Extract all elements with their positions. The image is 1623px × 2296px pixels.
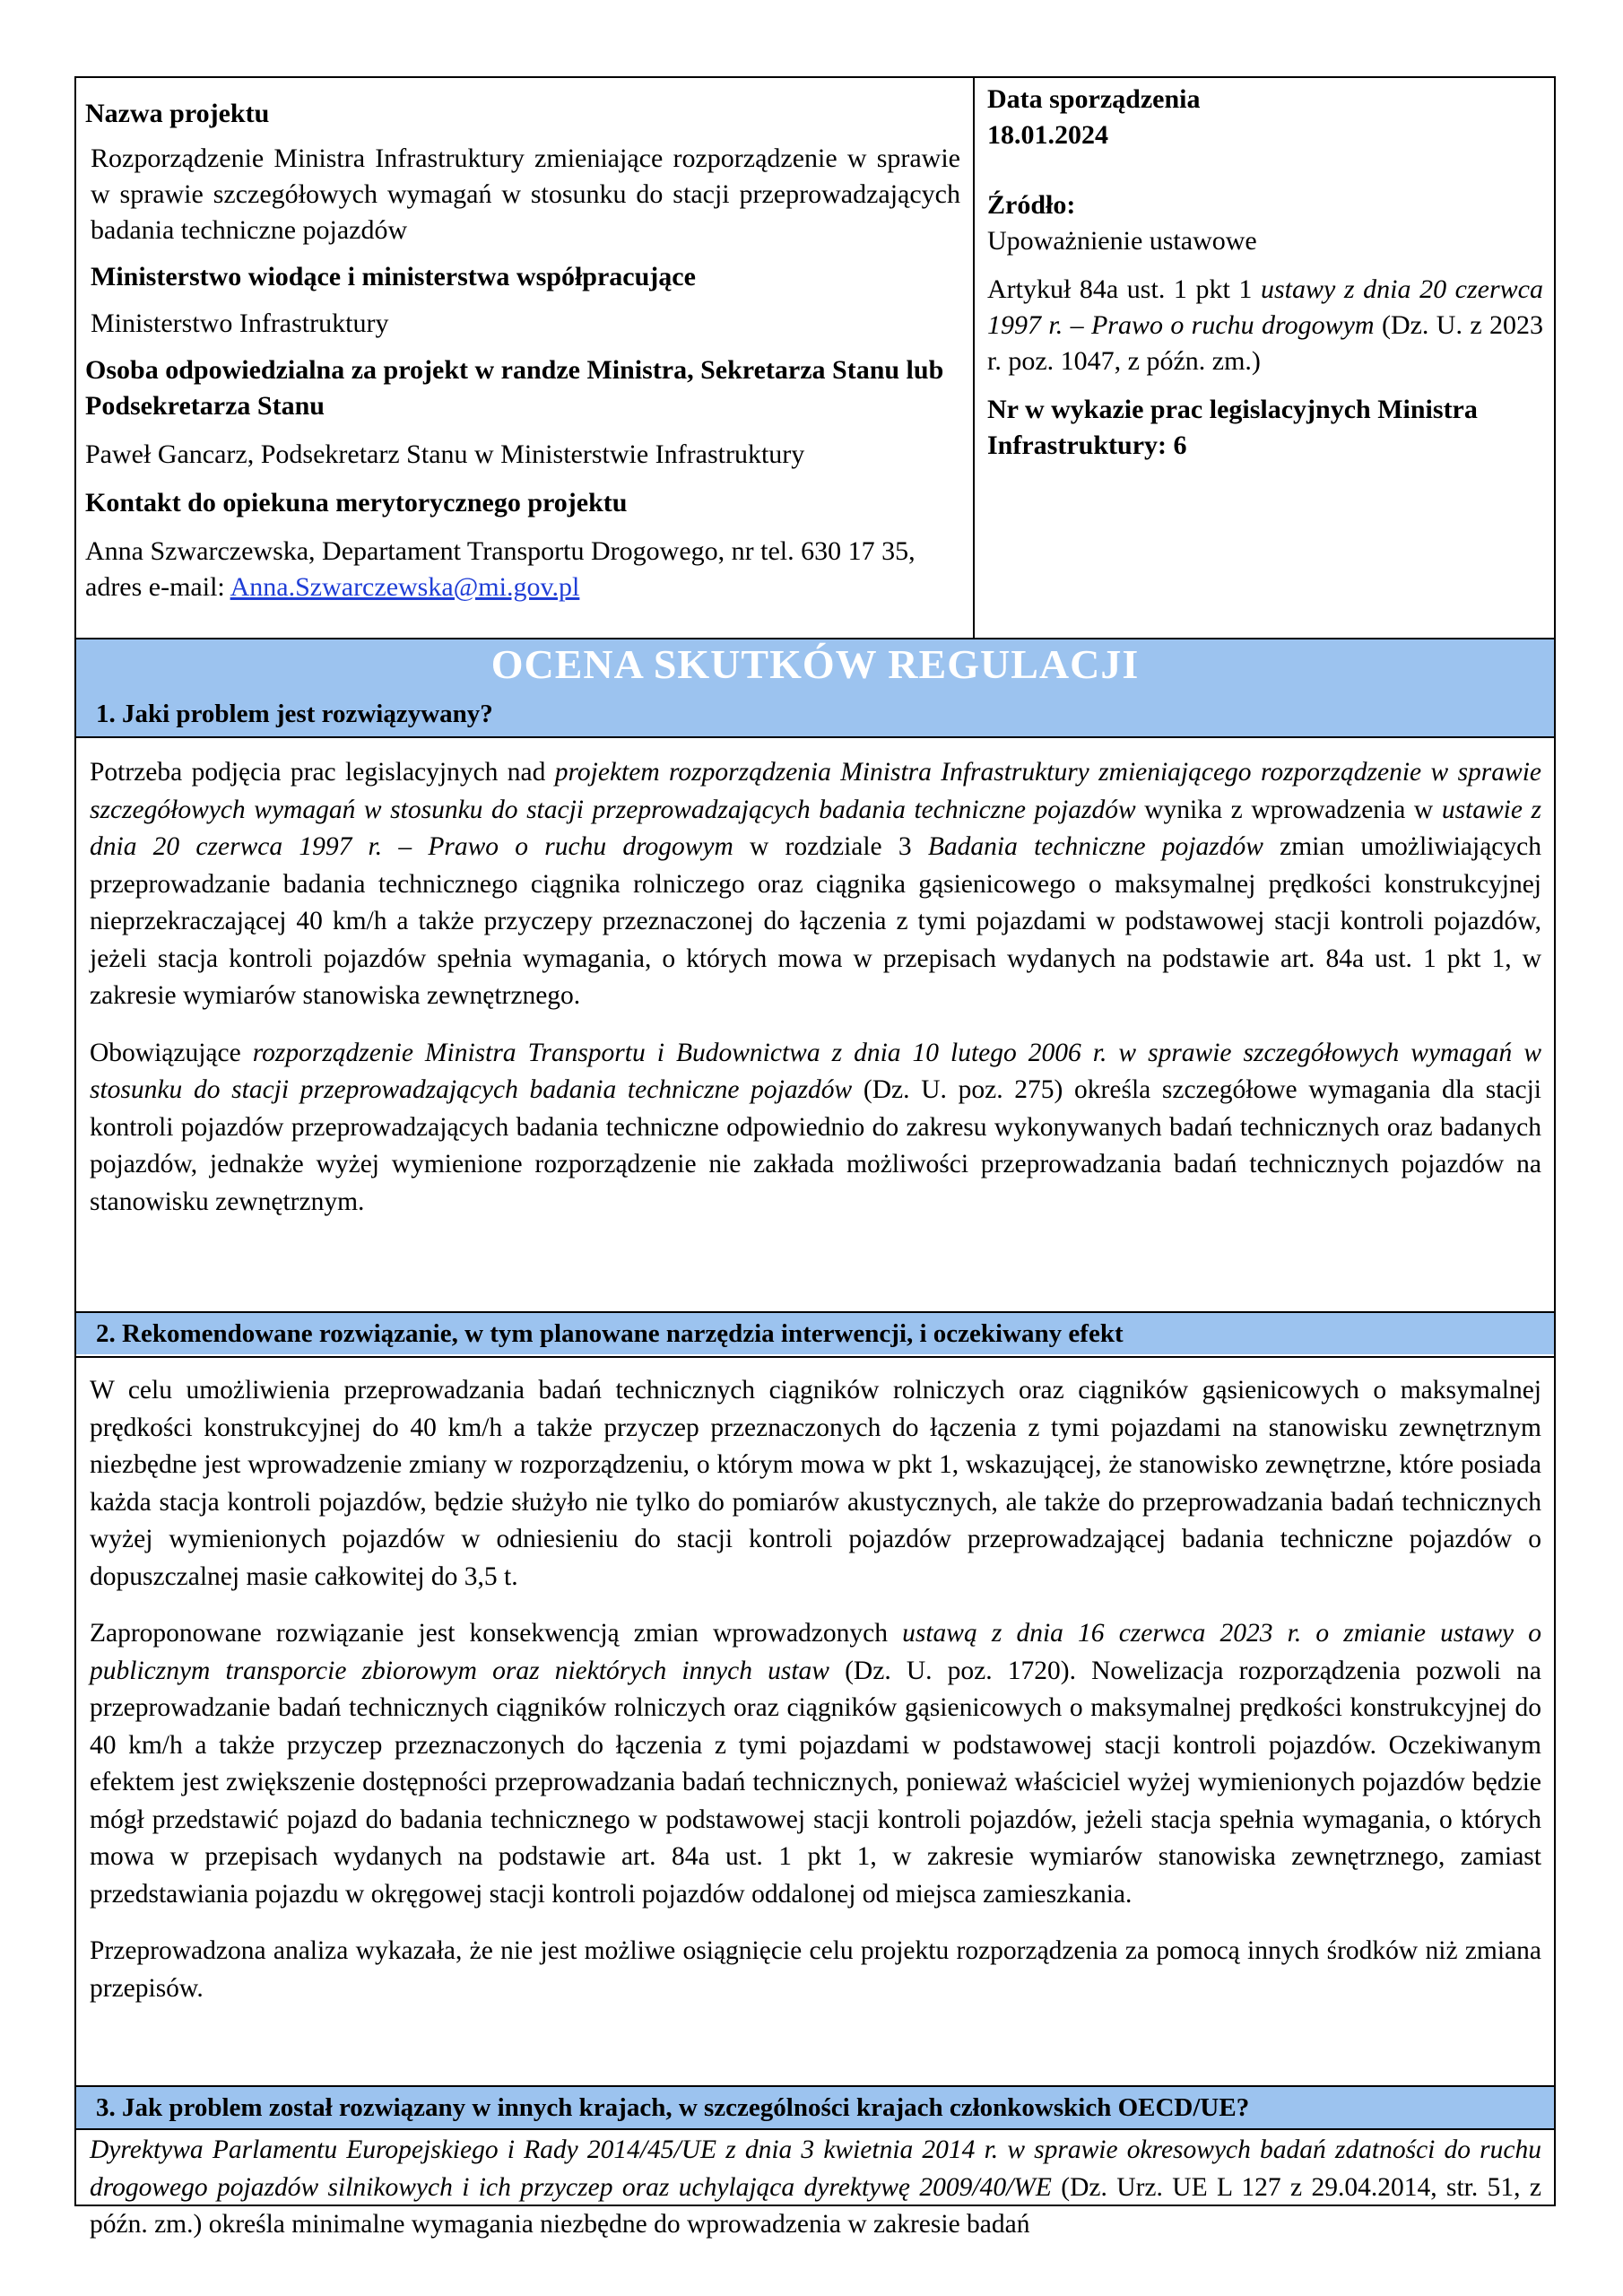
project-meta-cell xyxy=(975,78,1556,638)
text-run-italic: ustawie z dnia 20 czerwca 1997 r. – Prawo o ruchu drogowym xyxy=(90,795,1542,861)
section-3-heading: 3. Jak problem został rozwiązany w innych krajach, w szczególności krajach członkowskich OECD/UE? xyxy=(76,2085,1554,2128)
text-run: Potrzeba podjęcia prac legislacyjnych nad xyxy=(90,758,555,787)
source-label: Źródło: xyxy=(987,190,1076,220)
section-2-paragraph-1: W celu umożliwienia przeprowadzania badań technicznych ciągników rolniczych oraz ciągników gąsienicowych o maksymalnej prędkości konstrukcyjnej do 40 km/h a także przyczep przeznaczonych do łączenia z tymi pojazdami na stanowisku zewnętrznym niezbędne jest wprowadzenie zmiany w rozporządzeniu, o którym mowa w pkt 1, wskazującej, że stanowisko zewnętrzne, które posiada każda stacja kontroli pojazdów, będzie służyło nie tylko do pomiarów akustycznych, ale także do przeprowadzania badań technicznych wyżej wymienionych pojazdów w odniesieniu do stacji kontroli pojazdów przeprowadzającej badania techniczne pojazdów o dopuszczalnej masie całkowitej do 3,5 t. xyxy=(90,1376,1541,1591)
text-run-italic: Dyrektywa Parlamentu Europejskiego i Rady 2014/45/UE z dnia 3 kwietnia 2014 r. w sprawie okresowych badań zdatności do ruchu drogowego pojazdów silnikowych i ich przyczep oraz uchylająca dyrektywę 2009/40/WE xyxy=(90,2135,1541,2202)
section-3-body xyxy=(76,2128,1554,2264)
ministry-name: Ministerstwo Infrastruktury xyxy=(91,309,389,338)
section-1-body xyxy=(76,736,1554,1240)
source-value: Upoważnienie ustawowe xyxy=(987,226,1257,256)
text-run: (Dz. U. poz. 1720). Nowelizacja rozporządzenia pozwoli na przeprowadzanie badań technicznych ciągników rolniczych oraz ciągników gąsienicowych o maksymalnej prędkości konstrukcyjnej do 40 km/h a także przyczep przeznaczonych do łączenia z tymi pojazdami w podstawowej stacji kontroli pojazdów. Oczekiwanym efektem jest zwiększenie dostępności przeprowadzania badań technicznych, ponieważ właściciel wyżej wymienionych pojazdów będzie mógł przedstawić pojazd do badania technicznego w podstawowej stacji kontroli pojazdów, jeżeli stacja spełnia wymagania, o których mowa w przepisach wydanych na podstawie art. 84a ust. 1 pkt 1, w zakresie wymiarów stanowiska zewnętrznego, zamiast przedstawiania pojazdu w okręgowej stacji kontroli pojazdów oddalonej od miejsca zamieszkania. xyxy=(90,1656,1541,1909)
contact-text: Anna Szwarczewska, Departament Transportu Drogowego, nr tel. 630 17 35, adres e-mail: xyxy=(85,536,916,602)
act-title: ustawy z dnia 20 czerwca 1997 r. – Prawo o ruchu drogowym xyxy=(987,274,1543,340)
legislative-list-number: Nr w wykazie prac legislacyjnych Ministra Infrastruktury: 6 xyxy=(987,395,1478,460)
section-2-body xyxy=(76,1356,1554,2027)
project-name-label: Nazwa projektu xyxy=(85,99,270,128)
date-label: Data sporządzenia xyxy=(987,84,1201,114)
section-3-paragraph-1 xyxy=(90,2132,1541,2244)
section-1-paragraph-1 xyxy=(90,754,1541,1015)
text-run: w rozdziale 3 xyxy=(733,832,928,861)
legal-basis xyxy=(987,272,1543,379)
section-1-heading: 1. Jaki problem jest rozwiązywany? xyxy=(76,693,1554,736)
contact-info xyxy=(85,534,946,605)
section-2-heading: 2. Rekomendowane rozwiązanie, w tym planowane narzędzia interwencji, i oczekiwany efekt xyxy=(76,1311,1554,1354)
text-run: Obowiązujące xyxy=(90,1038,253,1067)
ministry-label: Ministerstwo wiodące i ministerstwa współpracujące xyxy=(91,262,696,291)
text-run: (Dz. U. poz. 275) określa szczegółowe wymagania dla stacji kontroli pojazdów przeprowadzających badania techniczne odpowiednio do zakresu wykonywanych badań technicznych oraz badanych pojazdów, jednakże wyżej wymienione rozporządzenie nie zakłada możliwości przeprowadzania badań technicznych pojazdów na stanowisku zewnętrznym. xyxy=(90,1075,1541,1216)
journal-ref: (Dz. U. z 2023 r. poz. 1047, z późn. zm.) xyxy=(987,310,1544,376)
responsible-label: Osoba odpowiedzialna za projekt w randze Ministra, Sekretarza Stanu lub Podsekretarza Stanu xyxy=(85,355,944,421)
section-2-paragraph-2 xyxy=(90,1615,1541,1913)
project-info-cell xyxy=(76,78,975,638)
title-banner xyxy=(76,638,1554,693)
text-run-italic: rozporządzenie Ministra Transportu i Budownictwa z dnia 10 lutego 2006 r. w sprawie szczegółowych wymagań w stosunku do stacji przeprowadzających badania techniczne pojazdów xyxy=(90,1038,1541,1104)
responsible-person: Paweł Gancarz, Podsekretarz Stanu w Ministerstwie Infrastruktury xyxy=(85,439,805,469)
text-run-italic: projektem rozporządzenia Ministra Infrastruktury zmieniającego rozporządzenie w sprawie szczegółowych wymagań w stosunku do stacji przeprowadzających badania techniczne pojazdów xyxy=(90,758,1541,824)
section-2-paragraph-3: Przeprowadzona analiza wykazała, że nie jest możliwe osiągnięcie celu projektu rozporządzenia za pomocą innych środków niż zmiana przepisów. xyxy=(90,1936,1541,2003)
text-run-italic: Badania techniczne pojazdów xyxy=(927,832,1263,861)
section-1-paragraph-2 xyxy=(90,1035,1541,1222)
text-run-italic: ustawą z dnia 16 czerwca 2023 r. o zmianie ustawy o publicznym transporcie zbiorowym oraz niektórych innych ustaw xyxy=(90,1619,1541,1685)
text-run: Zaproponowane rozwiązanie jest konsekwencją zmian wprowadzonych xyxy=(90,1619,903,1648)
project-name: Rozporządzenie Ministra Infrastruktury zmieniające rozporządzenie w sprawie w sprawie szczegółowych wymagań w stosunku do stacji przeprowadzających badania techniczne pojazdów xyxy=(91,144,960,245)
regulatory-impact-document xyxy=(74,76,1556,2239)
document-title: OCENA SKUTKÓW REGULACJI xyxy=(490,641,1140,687)
article-text: Artykuł 84a ust. 1 pkt 1 xyxy=(987,274,1261,304)
contact-label: Kontakt do opiekuna merytorycznego projektu xyxy=(85,488,628,517)
text-run: (Dz. Urz. UE L 127 z 29.04.2014, str. 51, z późn. zm.) określa minimalne wymagania niezbędne do wprowadzenia w zakresie badań xyxy=(90,2172,1541,2239)
text-run: wynika z wprowadzenia w xyxy=(1135,795,1442,824)
text-run: zmian umożliwiających przeprowadzanie badania technicznego ciągnika rolniczego oraz ciągnika gąsienicowego o maksymalnej prędkości konstrukcyjnej nieprzekraczającej 40 km/h a także przyczepy przeznaczonej do łączenia z tymi pojazdami w podstawowej stacji kontroli pojazdów, jeżeli stacja kontroli pojazdów spełnia wymagania, o których mowa w przepisach wydanych na podstawie art. 84a ust. 1 pkt 1, w zakresie wymiarów stanowiska zewnętrznego. xyxy=(90,832,1541,1010)
date-value: 18.01.2024 xyxy=(987,120,1108,150)
contact-email-link[interactable]: Anna.Szwarczewska@mi.gov.pl xyxy=(230,572,580,602)
